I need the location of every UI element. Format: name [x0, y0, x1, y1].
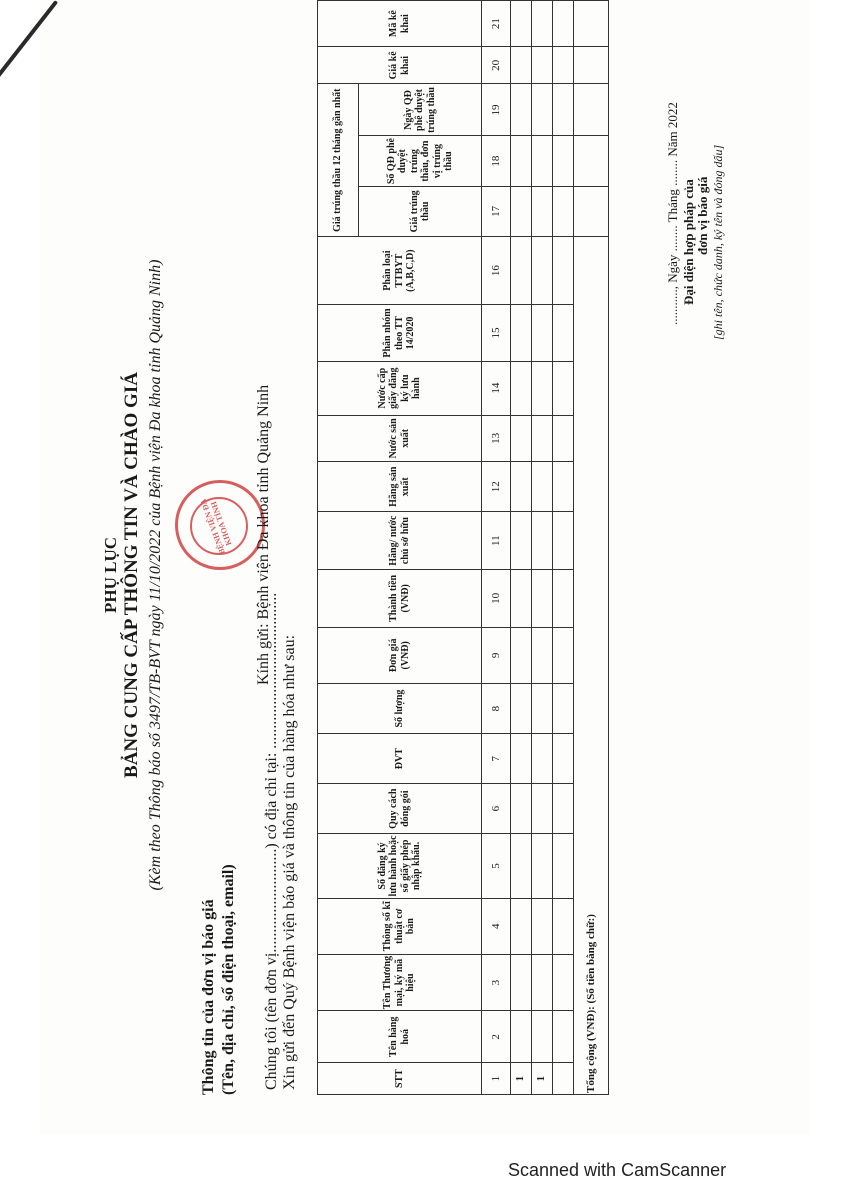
col-header: Tên hàng hoá: [318, 1011, 482, 1063]
recipient-line: Kính gửi: Bệnh viện Đa khoa tỉnh Quảng Ninh: [255, 384, 272, 685]
col-number: 9: [482, 627, 511, 683]
table-row: [511, 1, 532, 1095]
col-header: Thông số kĩ thuật cơ bản: [318, 898, 482, 954]
col-header: Số QĐ phê duyệt trúng thầu, đơn vị trúng thầu: [359, 136, 482, 186]
col-header: Mã kê khai: [318, 1, 482, 47]
col-header: Nước sản xuất: [318, 415, 482, 462]
col-number: 15: [482, 305, 511, 362]
col-header: Đơn giá (VNĐ): [318, 627, 482, 683]
col-number: 12: [482, 462, 511, 512]
col-header: Thành tiền (VNĐ): [318, 569, 482, 627]
col-number: 7: [482, 734, 511, 784]
col-header: Số đăng ký lưu hành hoặc số giấy phép nhập khẩu.: [318, 834, 482, 899]
col-number: 20: [482, 47, 511, 84]
appendix-title: PHỤ LỤC: [101, 536, 120, 614]
signature-rep-line2: đơn vị báo giá: [695, 176, 710, 255]
col-number: 13: [482, 415, 511, 462]
document-rotated: [95, 0, 810, 1115]
table-row: [532, 1, 553, 1095]
request-line: Xin gửi đến Quý Bệnh viện báo giá và thông tin của hàng hóa như sau:: [281, 634, 298, 1090]
col-header: ĐVT: [318, 734, 482, 784]
table-header-row: [318, 1, 359, 1095]
col-header: Hãng/ nước chủ sở hữu: [318, 512, 482, 570]
col-number: 11: [482, 512, 511, 570]
col-header: Giá kê khai: [318, 47, 482, 84]
table-number-row: [482, 1, 511, 1095]
col-number: 8: [482, 683, 511, 733]
total-label: Tổng cộng (VNĐ): (Số tiền bằng chữ:): [574, 236, 609, 1094]
col-number: 21: [482, 1, 511, 47]
col-number: 16: [482, 236, 511, 304]
signature-date-line: ..........., Ngày ........ Tháng ........ Năm 2022: [665, 102, 680, 325]
col-header: Giá trúng thầu: [359, 186, 482, 236]
col-number: 6: [482, 784, 511, 834]
stamp-text: BỆNH VIỆN ĐA KHOA TỈNH: [198, 497, 234, 556]
supplier-heading-detail: (Tên, địa chỉ, số điện thoại, email): [220, 864, 237, 1095]
form-title: BẢNG CUNG CẤP THÔNG TIN VÀ CHÀO GIÁ: [121, 372, 142, 778]
col-header: STT: [318, 1063, 482, 1095]
col-number: 10: [482, 569, 511, 627]
row-index: 1: [532, 1063, 553, 1095]
col-number: 18: [482, 136, 511, 186]
col-header: Quy cách đóng gói: [318, 784, 482, 834]
table-total-row: [574, 1, 609, 1095]
col-number: 5: [482, 834, 511, 899]
col-number: 4: [482, 898, 511, 954]
signature-note: [ghi tên, chức danh, ký tên và đóng dấu]: [711, 144, 725, 340]
row-index: 1: [511, 1063, 532, 1095]
col-number: 19: [482, 84, 511, 136]
col-header: Tên Thương mại, ký mã hiệu: [318, 954, 482, 1011]
camscanner-watermark: Scanned with CamScanner: [508, 1160, 727, 1180]
col-number: 1: [482, 1063, 511, 1095]
form-subtitle: (Kèm theo Thông báo số 3497/TB-BVT ngày 11/10/2022 của Bệnh viện Đa khoa tỉnh Quảng Ninh): [147, 259, 164, 891]
col-header: Hãng sản xuất: [318, 462, 482, 512]
group-header: Giá trúng thầu 12 tháng gần nhất: [318, 84, 359, 237]
supplier-heading: Thông tin của đơn vị báo giá: [200, 899, 217, 1095]
col-header: Phân loại TTBYT (A,B,C,D): [318, 236, 482, 304]
col-header: Nước cấp giấy đăng ký lưu hành: [318, 361, 482, 415]
col-header: Phân nhóm theo TT 14/2020: [318, 305, 482, 362]
col-header: Ngày QĐ phê duyệt trúng thầu: [359, 84, 482, 136]
col-number: 17: [482, 186, 511, 236]
company-line: Chúng tôi (tên đơn vị..........................) có địa chỉ tại: .......................................: [263, 592, 280, 1090]
signature-rep-line1: Đại diện hợp pháp của: [681, 179, 696, 305]
quotation-table: [317, 0, 609, 1095]
col-number: 14: [482, 361, 511, 415]
col-number: 3: [482, 954, 511, 1011]
table-row: [553, 1, 574, 1095]
col-header: Số lượng: [318, 683, 482, 733]
col-number: 2: [482, 1011, 511, 1063]
red-stamp: [175, 480, 265, 570]
